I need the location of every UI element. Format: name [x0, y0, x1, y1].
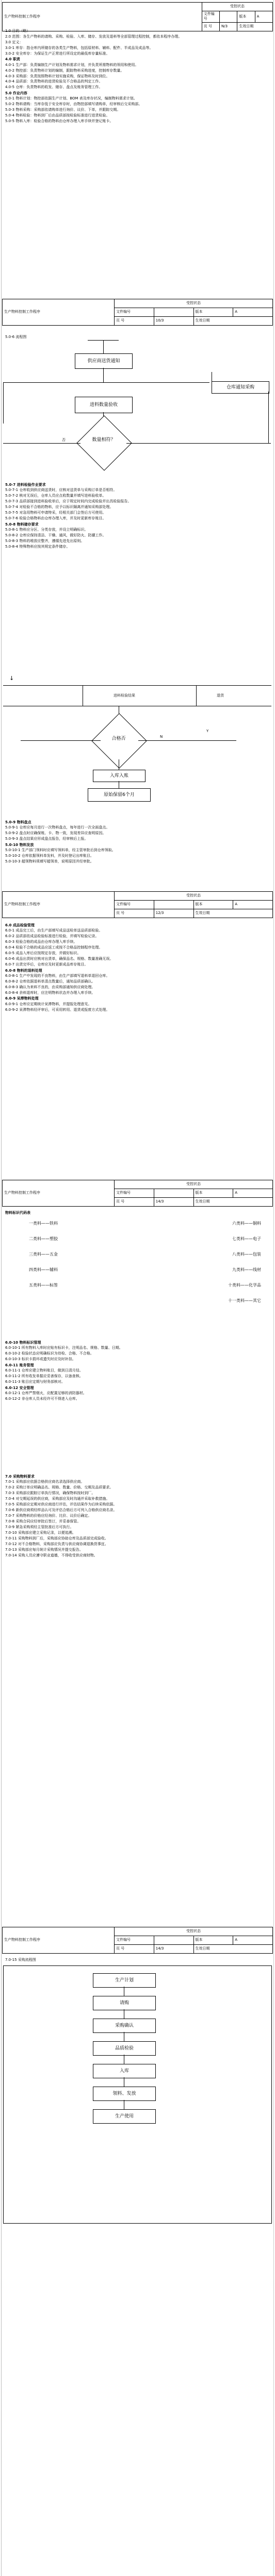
text-line: 6.0-3 检验合格的成品由仓库办理入库手续。: [5, 940, 77, 944]
text-line: 7.0-5 采购部应定期对供应商进行评估，评估结果作为后续采购依据。: [5, 1502, 117, 1507]
flow-box-notice: 供应商送货通知: [75, 353, 133, 369]
flow-box-retain: 原始保留6个月: [88, 788, 151, 802]
text-line: 3.0-1 库存：指仓库内所储存的各类生产物料，包括原材料、辅料、配件、半成品及成品等。: [5, 45, 153, 50]
header-table-2: [2, 299, 273, 326]
section-heading: 5.0-8 物料储存要求: [5, 522, 39, 527]
file-no: [220, 11, 237, 23]
flow3-title: 7.0-15 采购流程图: [5, 1958, 36, 1962]
section-heading: 5.0-7 进料检验作业要求: [5, 483, 46, 487]
text-line: 5.0-8-1 物料应分区、分类存放，并设立明确标识。: [5, 528, 88, 532]
control-status: 受控状态: [115, 1927, 273, 1936]
section-heading: 6.0-9 呆滞物料处理: [5, 996, 39, 1001]
text-line: 5.0-10-3 超领物料须填写超领单，说明原因并经审批。: [5, 859, 94, 864]
material-row: [3, 1231, 271, 1247]
page-no: 14/3: [154, 1945, 193, 1954]
section-heading: 6.0-8 物料的退料处理: [5, 968, 42, 973]
text-line: 7.0-3 采购部应跟踪订单执行情况，确保物料按时到厂。: [5, 1491, 95, 1496]
text-line: 4.0-1 生产部：负责编制生产计划及物料需求计划，并负责所需物料的领用和使用。: [5, 62, 139, 67]
section-3-text: [3, 819, 271, 865]
text-line: 7.0-10 采购部应建立采购记录，以便追溯。: [5, 1530, 76, 1535]
down-arrow-icon: ↓: [9, 675, 14, 682]
text-line: 6.0-11-1 仓库应建立物料账目，做到日清月结。: [5, 1368, 83, 1373]
material-item: 二类料——塑胶: [29, 1236, 58, 1242]
section-heading: 5.0-9 物料盘点: [5, 820, 31, 824]
section-heading: 7.0 采购物料要求: [5, 1475, 35, 1479]
text-line: 6.0-10-1 所有物料入库时应贴有标识卡，注明品名、规格、数量、日期。: [5, 1346, 123, 1350]
text-line: 7.0-11 采购物料到厂后，采购部应协助仓库及品质部完成验收。: [5, 1536, 108, 1540]
connector: [3, 443, 80, 444]
doc-title: 生产物料控制工作程序: [3, 3, 202, 31]
text-line: 5.0-7-4 对检验不合格的物料，应予以标识隔离并通知采购部处理。: [5, 505, 114, 510]
text-line: 6.0-9-1 仓库应定期统计呆滞物料，并提报处理意见。: [5, 1002, 92, 1006]
version: A: [233, 901, 273, 909]
section-heading: 6.0-10 物料标识管理: [5, 1341, 41, 1345]
text-line: 5.0-7-3 品质部接到进料验收单后，应于规定时间内完成检验并出具检验报告。: [5, 499, 132, 504]
flow-title: 5.0-6 流程图: [5, 335, 27, 339]
text-line: 5.0-1 物料计划：物控部依据生产计划、BOM 表及库存状况，编制物料需求计划。: [5, 96, 137, 101]
text-line: 3.0-2 安全库存：为保证生产正常进行所设定的最低库存量标准。: [5, 51, 110, 56]
text-line: 7.0-8 采购合同应经审批后签订，并妥善保管。: [5, 1519, 81, 1523]
text-line: 4.0-4 品质部：负责物料的进货检验及不合格品的判定工作。: [5, 79, 103, 84]
text-line: 5.0-4 物料检验：物料到厂后由品质部按检验标准进行进货检验。: [5, 113, 110, 118]
page-no: N/3: [220, 22, 237, 31]
flow2-top-label: 进料检验结果: [114, 693, 135, 698]
material-item: 六类料——铜料: [232, 1221, 261, 1226]
connector: [196, 685, 197, 706]
page-label: 页 号: [202, 22, 219, 31]
text-line: 6.0-8-1 生产中发现的不良物料，由生产部填写退料单退回仓库。: [5, 973, 110, 978]
text-line: 7.0-7 采购物料的价格应经询价、比价、议价后确定。: [5, 1514, 92, 1518]
branch-yes: Y: [206, 729, 209, 733]
frame-line: [3, 1965, 4, 2223]
text-line: 5.0-9-1 仓库应每月进行一次物料盘点，每年进行一次全面盘点。: [5, 825, 110, 830]
text-line: 6.0-7 出货完毕后，仓库应及时更新成品库存账目。: [5, 962, 88, 967]
text-line: 6.0-12-1 仓库严禁烟火，应配置足够的消防器材。: [5, 1391, 87, 1395]
text-line: 5.0-8-2 仓库应保持清洁、干燥、通风，做好防火、防潮工作。: [5, 533, 106, 537]
version-label: 版本: [193, 901, 233, 909]
material-item: 一类料——铁料: [29, 1221, 58, 1226]
effective-date-label: 生效日期: [193, 1945, 273, 1954]
effective-date-label: 生效日期: [193, 909, 273, 918]
material-row: [3, 1293, 271, 1309]
material-item: 三类料——五金: [29, 1252, 58, 1257]
text-line: 6.0-8-3 确认为来料不良的，由采购部通知供应商处理。: [5, 985, 95, 989]
control-status: 受控状态: [115, 1180, 273, 1189]
version-label: 版本: [193, 1189, 233, 1198]
text-line: 5.0-9-2 盘点时应确保账、卡、物一致，发现差异应查明原因。: [5, 831, 106, 836]
text-line: 7.0-2 采购订单应明确品名、规格、数量、价格、交期及品质要求。: [5, 1485, 114, 1490]
header-table-3: [2, 891, 273, 918]
connector: [126, 443, 271, 444]
text-line: 1.0 目的（略）: [5, 29, 30, 33]
header-table-4: [2, 1180, 273, 1207]
page-label: 页 号: [115, 317, 154, 326]
flow3-step: 领料、发放: [93, 2087, 156, 2101]
doc-title: 生产物料控制工作程序: [3, 892, 115, 918]
connector: [138, 740, 236, 741]
text-line: 6.0-10-2 检验状态应明确标识为待检、合格、不合格。: [5, 1351, 94, 1356]
connector: [88, 340, 119, 341]
text-line: 3.0 定义：: [5, 40, 23, 44]
flow-box-stock-in: 入库入账: [93, 770, 145, 782]
frame-line: [3, 1965, 271, 1966]
file-no: [154, 901, 193, 909]
text-line: 5.0-5 物料入库：检验合格的物料由仓库办理入库手续并登记账卡。: [5, 119, 114, 123]
text-line: 6.0-11-2 所有收发单据应妥善保存，以备查核。: [5, 1374, 83, 1379]
doc-title: 生产物料控制工作程序: [3, 299, 115, 326]
version-label: 版本: [193, 308, 233, 317]
effective-date-label: 生效日期: [237, 22, 273, 31]
doc-title: 生产物料控制工作程序: [3, 1927, 115, 1954]
text-line: 5.0-7-1 仓库收到供应商送货时，应核对送货单与采购订单是否相符。: [5, 488, 117, 493]
text-line: 5.0-10-2 仓库依据领料单发料，并及时登记出库账目。: [5, 854, 94, 858]
text-line: 5.0-9-3 盘点结果应形成盘点报告，经审核后上报。: [5, 837, 88, 841]
text-line: 7.0-6 新供应商须经样品认可及评估合格后方可列入合格供应商名录。: [5, 1508, 117, 1513]
frame-line: [271, 1965, 272, 2223]
left-margin-rule: [1, 0, 2, 2576]
connector: [103, 368, 104, 382]
file-no-label: 文件编号: [115, 1189, 154, 1198]
section-6-text: [3, 1473, 271, 1558]
materials-table: [3, 1210, 271, 1309]
section-heading: 6.0 成品检验管理: [5, 923, 35, 927]
text-line: 7.0-14 采购人员应遵守职业道德，不得收受供应商财物。: [5, 1553, 98, 1557]
branch-no: N: [160, 735, 163, 739]
text-line: 6.0-10-3 标识卡损坏或遗失时应及时补挂。: [5, 1357, 76, 1362]
text-line: 4.0-3 采购部：负责按照物料计划实施采购，保证物料及时到位。: [5, 74, 110, 78]
file-no: [154, 308, 193, 317]
branch-no: 否: [62, 438, 66, 442]
section-heading: 6.0-12 安全管理: [5, 1385, 34, 1390]
flow-box-receive: 进料数量验收: [75, 397, 133, 413]
text-line: 6.0-9-2 呆滞物料经评审后，可采用转用、退货或报废方式处理。: [5, 1007, 110, 1012]
text-line: 4.0-5 仓库：负责物料的收发、储存、盘点及账务管理工作。: [5, 85, 103, 90]
page-label: 页 号: [115, 909, 154, 918]
text-line: 6.0-8-2 仓库依据退料单清点数量后，通知品质部确认。: [5, 979, 95, 984]
material-item: 十一类料——其它: [228, 1298, 261, 1303]
version-label: 版本: [193, 1936, 233, 1945]
version: A: [255, 11, 272, 23]
material-item: 四类料——辅料: [29, 1267, 58, 1273]
header-table-1: [2, 2, 273, 31]
control-status: 受控状态: [115, 892, 273, 901]
flow3-step: 品质检验: [93, 2041, 156, 2056]
file-no-label: 文件编号: [115, 1936, 154, 1945]
text-line: 4.0-2 物控部：负责物料计划的编制，跟踪物料采购进度，控制库存数量。: [5, 68, 124, 73]
text-line: 6.0-2 品质部依成品检验标准进行检验，并填写检验记录。: [5, 934, 99, 939]
material-row: [3, 1216, 271, 1231]
connector: [103, 340, 104, 353]
version: A: [233, 308, 273, 317]
control-status: 受控状态: [115, 299, 273, 308]
connector: [21, 740, 101, 741]
control-status: 受控状态: [202, 3, 272, 11]
section-heading: 5.0 作业内容: [5, 91, 27, 95]
text-line: 6.0-1 成品完工后，由生产部填写成品送检单送品质部检验。: [5, 928, 103, 933]
text-line: 6.0-12-2 非仓库人员未经许可不得进入仓库。: [5, 1396, 79, 1401]
section-1-text: [3, 29, 271, 124]
flow3-step: 生产使用: [93, 2109, 156, 2124]
material-item: 七类料——电子: [232, 1236, 261, 1242]
text-line: 5.0-7-6 检验合格物料由仓库办理入库，并及时更新库存账目。: [5, 516, 106, 521]
doc-title: 生产物料控制工作程序: [3, 1180, 115, 1207]
text-line: 7.0-12 对不合格物料，采购部应负责与供应商协调退换货事宜。: [5, 1541, 108, 1546]
text-line: 7.0-9 紧急采购须经主管批准后方可执行。: [5, 1524, 74, 1529]
page-no: 10/3: [154, 317, 193, 326]
flow-box-purchase-notice: 仓库通知采购: [212, 381, 269, 394]
text-line: 6.0-6 成品出货时应核对出货单，确保品名、规格、数量准确无误。: [5, 957, 114, 961]
flow3-step: 生产计划: [93, 1973, 156, 1988]
page-label: 页 号: [115, 1945, 154, 1954]
text-line: 5.0-8-4 特殊物料应按其规定条件储存。: [5, 544, 70, 549]
version: A: [233, 1936, 273, 1945]
text-line: 6.0-11-3 账目应定期与财务部核对。: [5, 1380, 65, 1384]
text-line: 6.0-5 成品入库后应按规定存放，并做好标识。: [5, 951, 81, 956]
text-line: 6.0-8-4 余料退库时，应注明物料状态并办理入库手续。: [5, 990, 95, 995]
material-item: 八类料——包装: [232, 1252, 261, 1257]
page-no: 14/3: [154, 1198, 193, 1207]
material-row: [3, 1247, 271, 1262]
file-no: [154, 1189, 193, 1198]
connector: [3, 382, 4, 423]
connector: [3, 382, 209, 383]
decision-text: 数量相符？: [92, 437, 116, 443]
file-no: [154, 1936, 193, 1945]
file-no-label: 文件编号: [115, 308, 154, 317]
text-line: 7.0-4 对交期延误的供应商，采购部应及时沟通并采取补救措施。: [5, 1497, 110, 1501]
file-no-label: 文件编号: [202, 11, 219, 23]
effective-date-label: 生效日期: [193, 1198, 273, 1207]
flow3-step: 入库: [93, 2064, 156, 2078]
page-label: 页 号: [115, 1198, 154, 1207]
flow3-step: 采购确认: [93, 2019, 156, 2033]
page-no: 12/3: [154, 909, 193, 918]
file-no-label: 文件编号: [115, 901, 154, 909]
section-heading: 6.0-11 账务管理: [5, 1363, 34, 1367]
text-line: 5.0-3 物料采购：采购部依请购单进行询价、议价、下单，并跟踪交期。: [5, 108, 121, 112]
text-line: 5.0-7-2 核对无误后，仓库人员应点收数量并填写进料验收单。: [5, 494, 106, 498]
text-line: 5.0-8-3 物料的堆放应整齐，遵循先进先出原则。: [5, 538, 85, 543]
frame-line: [3, 2223, 272, 2224]
text-line: 5.0-7-5 对急用物料可申请特采，经相关部门会签后方可使用。: [5, 511, 106, 515]
material-row: [3, 1278, 271, 1293]
section-heading: 物料标识代码表: [5, 1211, 30, 1215]
section-heading: 5.0-10 物料发放: [5, 842, 34, 847]
section-heading: 4.0 职责: [5, 57, 20, 62]
material-item: 五类料——标签: [29, 1283, 58, 1288]
text-line: 6.0-4 检验不合格的成品应返工或按不合格品控制程序处理。: [5, 945, 103, 950]
text-line: 2.0 范围：各生产物料的请购、采购、检验、入库、储存、发放及退料等全部管理过程控制，都依本程序办理。: [5, 34, 182, 39]
header-table-5: [2, 1927, 273, 1954]
text-line: 7.0-1 采购部应依据合格供应商名录选择供应商。: [5, 1480, 85, 1484]
version-label: 版本: [237, 11, 255, 23]
version: A: [233, 1189, 273, 1198]
text-line: 5.0-10-1 生产部门领料时应填写领料单，经主管审批后到仓库领取。: [5, 848, 116, 853]
material-row: [3, 1262, 271, 1278]
section-5-text: [3, 1340, 271, 1401]
section-4-text: [3, 922, 271, 1012]
effective-date-label: 生效日期: [193, 317, 273, 326]
text-line: 5.0-2 物料请购：当库存低于安全库存时，由物控部填写请购单，经审核后交采购部。: [5, 102, 142, 107]
section-2-text: [3, 482, 271, 549]
flow2-return: 退货: [217, 693, 224, 698]
material-item: 十类料——化学品: [228, 1283, 261, 1288]
material-item: 九类料——线材: [232, 1267, 261, 1273]
right-margin-rule: [273, 0, 274, 2576]
connector: [268, 392, 269, 443]
flow3-step: 请购: [93, 1996, 156, 2010]
connector: [3, 685, 271, 686]
text-line: 7.0-13 采购部应每月统计采购情况并提交报告。: [5, 1547, 83, 1552]
decision-text: 合格否: [111, 736, 126, 741]
